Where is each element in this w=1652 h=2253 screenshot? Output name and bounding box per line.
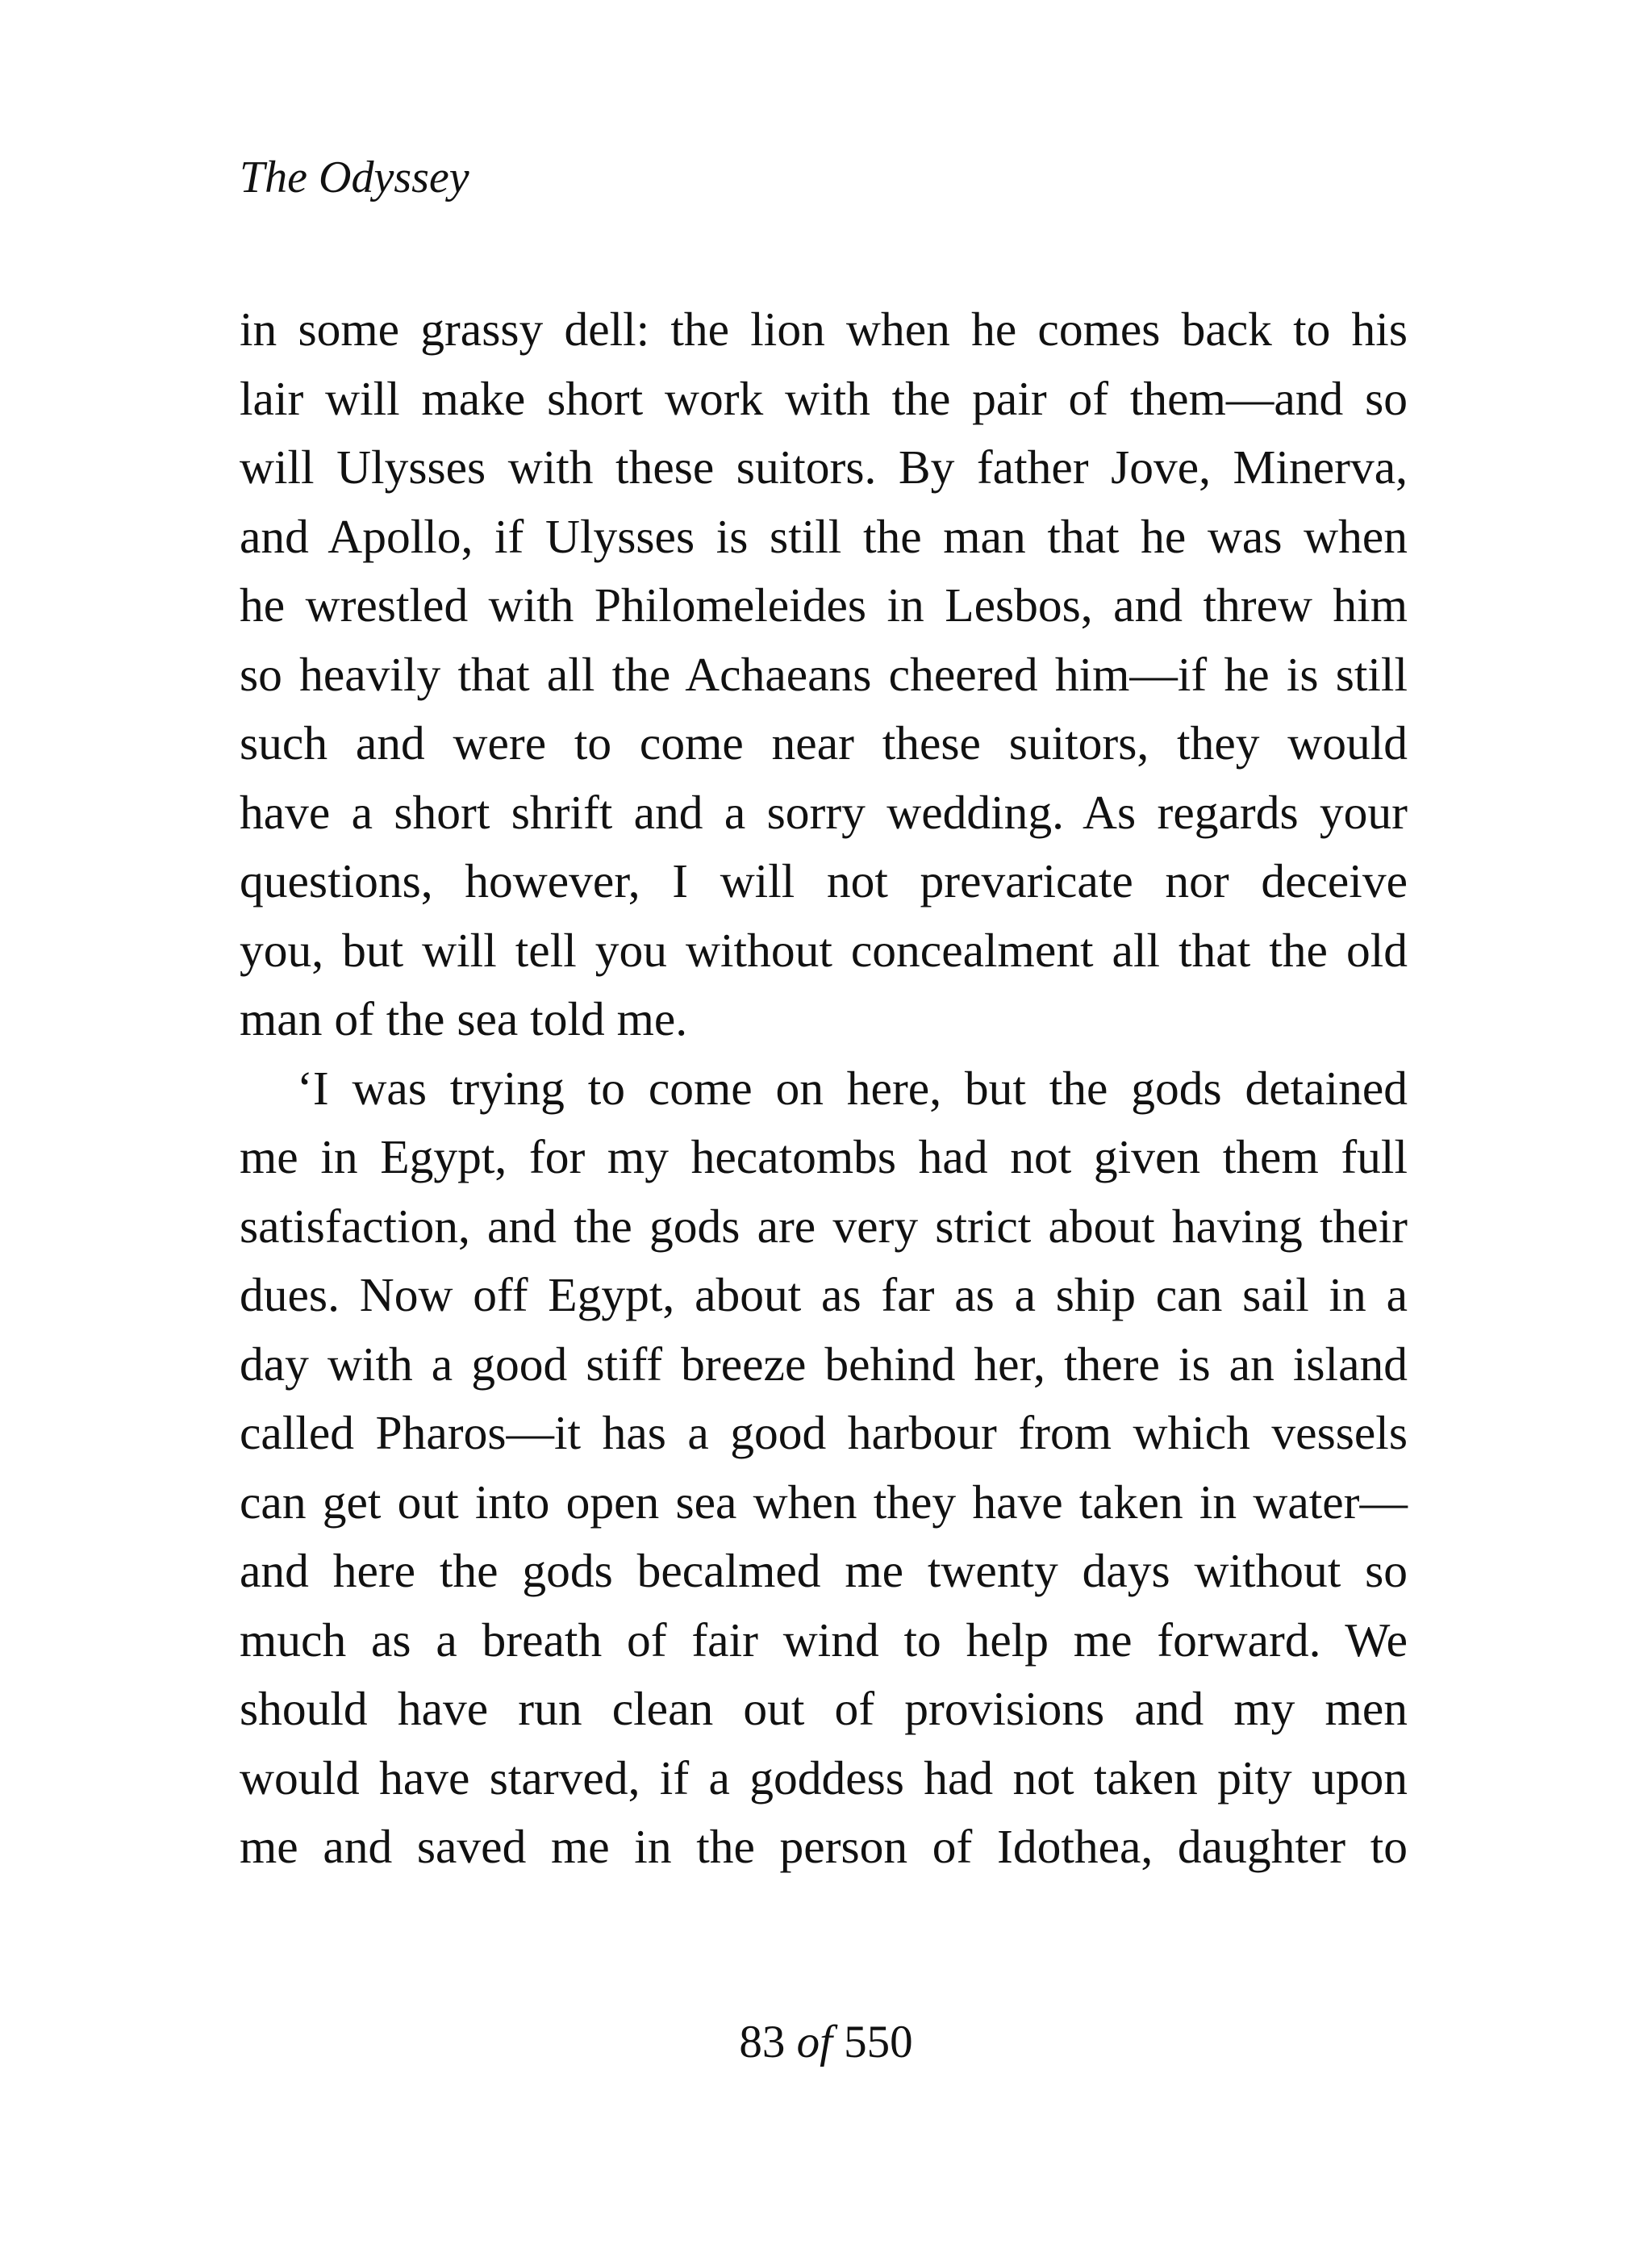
text-line: so heavily that all the Achaeans cheered him—if he is still bbox=[240, 647, 1408, 701]
running-title: The Odyssey bbox=[240, 152, 469, 202]
text-line: can get out into open sea when they have taken in water— bbox=[240, 1475, 1408, 1529]
text-line: and here the gods becalmed me twenty days without so bbox=[240, 1544, 1408, 1597]
text-line: me in Egypt, for my hecatombs had not given them full bbox=[240, 1130, 1408, 1183]
page-of-word: of bbox=[796, 2017, 832, 2067]
total-page-count: 550 bbox=[844, 2017, 913, 2067]
text-line: you, but will tell you without concealment all that the old bbox=[240, 923, 1408, 977]
text-line: me and saved me in the person of Idothea, daughter to bbox=[240, 1820, 1408, 1873]
text-line: questions, however, I will not prevaricate nor deceive bbox=[240, 854, 1408, 907]
current-page-number: 83 bbox=[739, 2017, 786, 2067]
body-text bbox=[240, 295, 1408, 1882]
text-line: have a short shrift and a sorry wedding. As regards your bbox=[240, 785, 1408, 839]
paragraph-end-line: man of the sea told me. bbox=[240, 992, 688, 1045]
text-line: in some grassy dell: the lion when he comes back to his bbox=[240, 302, 1408, 356]
text-line: he wrestled with Philomeleides in Lesbos, and threw him bbox=[240, 578, 1408, 632]
text-line: day with a good stiff breeze behind her, there is an island bbox=[240, 1337, 1408, 1391]
text-line: dues. Now off Egypt, about as far as a ship can sail in a bbox=[240, 1268, 1408, 1321]
paragraph-first-line: ‘I was trying to come on here, but the gods detained bbox=[297, 1061, 1408, 1115]
text-line: should have run clean out of provisions and my men bbox=[240, 1682, 1408, 1735]
page-number bbox=[0, 2017, 1652, 2068]
text-line: satisfaction, and the gods are very strict about having their bbox=[240, 1199, 1408, 1253]
text-line: much as a breath of fair wind to help me forward. We bbox=[240, 1613, 1408, 1667]
text-line: would have starved, if a goddess had not taken pity upon bbox=[240, 1750, 1408, 1804]
text-line: called Pharos—it has a good harbour from which vessels bbox=[240, 1406, 1408, 1459]
text-line: such and were to come near these suitors, they would bbox=[240, 716, 1408, 770]
text-line: will Ulysses with these suitors. By father Jove, Minerva, bbox=[240, 440, 1408, 494]
text-line: lair will make short work with the pair of them—and so bbox=[240, 371, 1408, 425]
text-line: and Apollo, if Ulysses is still the man that he was when bbox=[240, 509, 1408, 563]
